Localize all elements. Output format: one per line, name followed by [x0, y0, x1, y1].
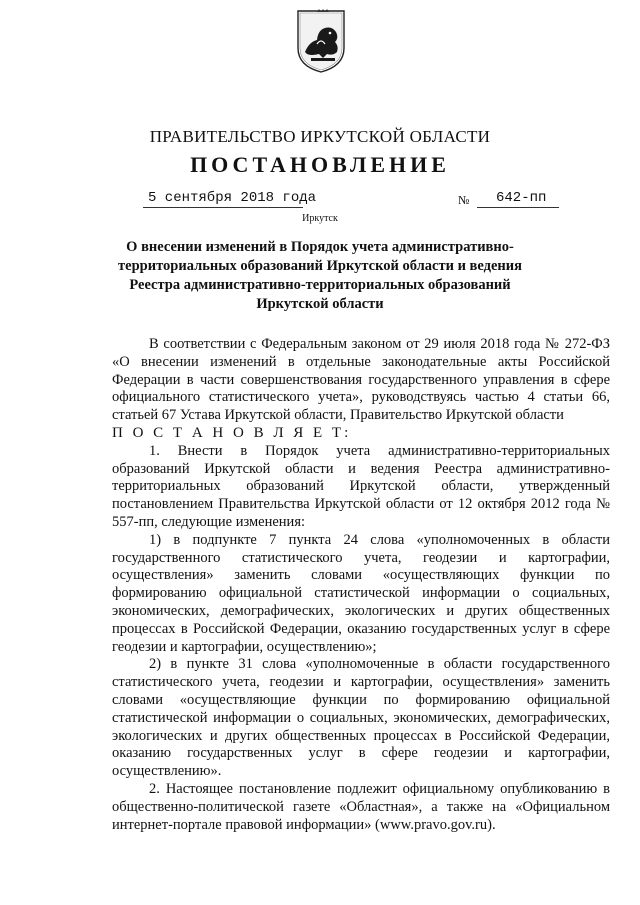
document-number: 642-пп: [496, 190, 547, 206]
preamble-paragraph: В соответствии с Федеральным законом от 29 июля 2018 года № 272-ФЗ «О внесении изменений в отдельные законодательные акты Российской Федерации в части совершенствования государственного управления в сфере официального статистического учета», руководствуясь частью 4 статьи 66, статьей 67 Устава Иркутской области, Правительство Иркутской области: [112, 336, 610, 424]
item-1-1-paragraph: 1) в подпункте 7 пункта 24 слова «уполномоченных в области государственного статистического учета, геодезии и картографии, осуществления» заменить словами «осуществляющих функции по формированию официальной статистической информации о социальных, экономических, демографических, экологических и других общественных процессах в Российской Федерации, оказанию государственных услуг в сфере геодезии и картографии, осуществлению»;: [112, 531, 610, 655]
document-type: ПОСТАНОВЛЕНИЕ: [190, 152, 450, 177]
item-1-paragraph: 1. Внести в Порядок учета административно-территориальных образований Иркутской области и ведения Реестра административно-территориальных образований Иркутской области, утвержденный постановлением Правительства Иркутской области от 12 октября 2012 года № 557-пп, следующие изменения:: [112, 442, 610, 530]
document-date: 5 сентября 2018 года: [148, 190, 317, 206]
date-underline: [143, 207, 303, 208]
number-sign: №: [458, 193, 470, 207]
number-underline: [477, 207, 559, 208]
document-body: [112, 336, 610, 834]
item-1-2-paragraph: 2) в пункте 31 слова «уполномоченные в области государственного статистического учета, геодезии и картографии, осуществления» заменить словами «осуществляющие функции по формированию официальной статистической информации о социальных, экономических, демографических, экологических и других общественных процессах в Российской Федерации, оказанию государственных услуг в сфере геодезии и картографии, осуществлению».: [112, 656, 610, 780]
item-2-paragraph: 2. Настоящее постановление подлежит официальному опубликованию в общественно-политической газете «Областная», а также на «Официальном интернет-портале правовой информации» (www.pravo.gov.ru).: [112, 780, 610, 833]
decree-heading: П О С Т А Н О В Л Я Е Т:: [112, 424, 352, 441]
government-name: ПРАВИТЕЛЬСТВО ИРКУТСКОЙ ОБЛАСТИ: [149, 127, 491, 146]
irkutsk-coat-of-arms-icon: [295, 8, 347, 74]
document-title: О внесении изменений в Порядок учета административно-территориальных образований Иркутской области и ведения Реестра административно-территориальных образований Иркутской области: [118, 239, 522, 312]
city: Иркутск: [302, 213, 338, 224]
